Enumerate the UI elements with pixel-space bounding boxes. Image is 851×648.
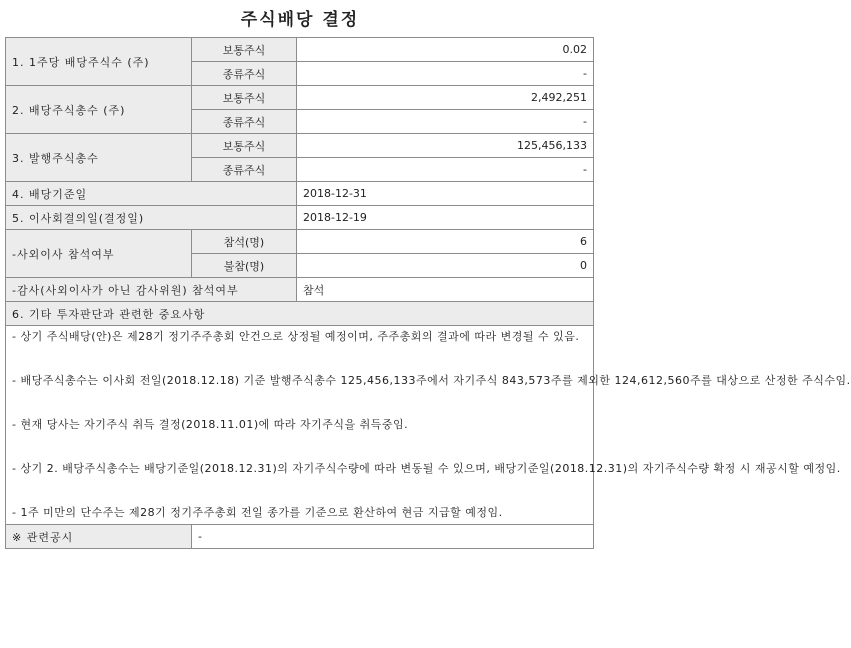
common-stock-label: 보통주식 [192,86,297,110]
page-title: 주식배당 결정 [240,10,360,30]
note-paragraph: - 1주 미만의 단수주는 제28기 정기주주총회 전일 종가를 기준으로 환산하여 현금 지급할 예정임. [12,506,503,519]
absent-label: 불참(명) [192,254,297,278]
preferred-stock-label: 종류주식 [192,62,297,86]
present-label: 참석(명) [192,230,297,254]
record-date-value: 2018-12-31 [297,182,594,206]
table-row [6,134,594,158]
table-row [6,326,594,525]
row-label-outside-directors: -사외이사 참석여부 [6,230,192,278]
row-label-auditor-attendance: -감사(사외이사가 아닌 감사위원) 참석여부 [6,278,297,302]
common-stock-value: 0.02 [297,38,594,62]
row-label-other-matters: 6. 기타 투자판단과 관련한 중요사항 [6,302,594,326]
common-stock-value: 2,492,251 [297,86,594,110]
common-stock-label: 보통주식 [192,134,297,158]
common-stock-label: 보통주식 [192,38,297,62]
note-paragraph: - 현재 당사는 자기주식 취득 결정(2018.11.01)에 따라 자기주식을 취득중임. [12,418,409,431]
preferred-stock-label: 종류주식 [192,158,297,182]
table-row [6,278,594,302]
row-label-issued-shares: 3. 발행주식총수 [6,134,192,182]
table-row [6,86,594,110]
row-label-total-dividend-shares: 2. 배당주식총수 (주) [6,86,192,134]
row-label-board-resolution-date: 5. 이사회결의일(결정일) [6,206,297,230]
disclosure-table [5,37,851,549]
present-value: 6 [297,230,594,254]
note-paragraph: - 상기 주식배당(안)은 제28기 정기주주총회 안건으로 상정될 예정이며, 주주총회의 결과에 따라 변경될 수 있음. [12,330,580,343]
row-label-record-date: 4. 배당기준일 [6,182,297,206]
preferred-stock-label: 종류주식 [192,110,297,134]
table-row [6,525,594,549]
table-row [6,230,594,254]
board-resolution-date-value: 2018-12-19 [297,206,594,230]
common-stock-value: 125,456,133 [297,134,594,158]
row-label-related-disclosure: ※ 관련공시 [6,525,192,549]
preferred-stock-value: - [297,158,594,182]
table-row [6,206,594,230]
preferred-stock-value: - [297,110,594,134]
table-row [6,38,594,62]
notes-cell [6,326,851,525]
table-row [6,302,594,326]
absent-value: 0 [297,254,594,278]
note-paragraph: - 상기 2. 배당주식총수는 배당기준일(2018.12.31)의 자기주식수량에 따라 변동될 수 있으며, 배당기준일(2018.12.31)의 자기주식수량 확정 시 재공시할 예정임. [12,462,841,475]
table-row [6,182,594,206]
note-paragraph: - 배당주식총수는 이사회 전일(2018.12.18) 기준 발행주식총수 125,456,133주에서 자기주식 843,573주를 제외한 124,612,560주를 대상으로 산정한 주식수임. [12,374,851,387]
row-label-dividend-per-share: 1. 1주당 배당주식수 (주) [6,38,192,86]
preferred-stock-value: - [297,62,594,86]
auditor-attendance-value: 참석 [297,278,594,302]
related-disclosure-value: - [192,525,594,549]
